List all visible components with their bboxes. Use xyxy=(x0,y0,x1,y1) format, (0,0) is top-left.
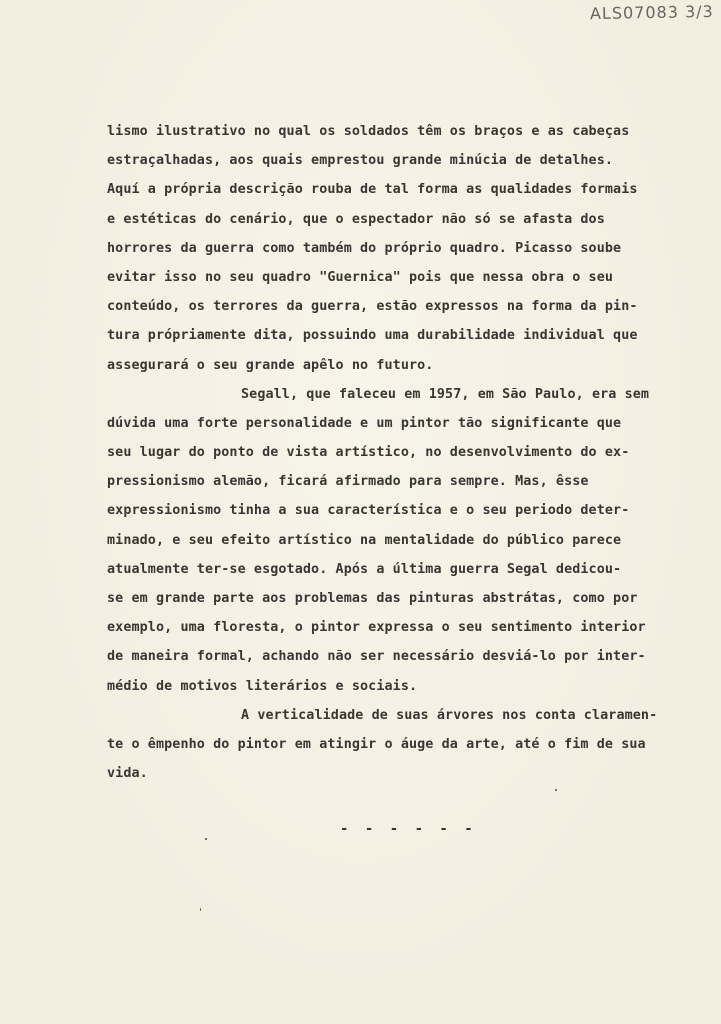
paragraph-start-line: Segall, que faleceu em 1957, em São Paulo, era sem xyxy=(241,386,650,402)
text-line: atualmente ter-se esgotado. Após a última guerra Segal dedicou- xyxy=(107,561,622,577)
text-line: médio de motivos literários e sociais. xyxy=(107,678,418,694)
text-line: conteúdo, os terrores da guerra, estão expressos na forma da pin- xyxy=(107,299,638,315)
paragraph-start-line: A verticalidade de suas árvores nos conta claramen- xyxy=(241,707,658,723)
archive-reference-note: ALS07083 3/3 xyxy=(589,1,714,24)
text-line: se em grande parte aos problemas das pinturas abstrátas, como por xyxy=(107,591,638,606)
text-line: lismo ilustrativo no qual os soldados têm os braços e as cabeças xyxy=(107,124,630,139)
ink-speck xyxy=(205,838,207,840)
text-line: estraçalhadas, aos quais emprestou grande minúcia de detalhes. xyxy=(107,153,614,169)
text-line: tura própriamente dita, possuindo uma durabilidade individual que xyxy=(107,328,638,344)
text-line: evitar isso no seu quadro "Guernica" pois que nessa obra o seu xyxy=(107,269,614,285)
text-line: pressionismo alemão, ficará afirmado para sempre. Mas, êsse xyxy=(107,474,589,490)
text-line: Aquí a própria descrição rouba de tal forma as qualidades formais xyxy=(107,182,638,198)
text-line: vida. xyxy=(107,766,148,782)
text-line: dúvida uma forte personalidade e um pintor tão significante que xyxy=(107,415,622,431)
ink-speck xyxy=(555,789,557,791)
ink-speck xyxy=(200,908,201,911)
text-line: minado, e seu efeito artístico na mentalidade do público parece xyxy=(107,532,622,548)
text-line: exemplo, uma floresta, o pintor expressa o seu sentimento interior xyxy=(107,620,646,636)
text-line: de maneira formal, achando não ser necessário desviá-lo por inter- xyxy=(107,649,646,665)
text-line: seu lugar do ponto de vista artístico, no desenvolvimento do ex- xyxy=(107,445,630,461)
text-line: expressionismo tinha a sua característica e o seu periodo deter- xyxy=(107,503,630,519)
text-line: horrores da guerra como também do próprio quadro. Picasso soube xyxy=(107,240,622,256)
typewritten-body xyxy=(107,117,692,788)
text-line: te o êmpenho do pintor em atingir o áuge da arte, até o fim de sua xyxy=(107,736,646,752)
closing-separator: - - - - - - xyxy=(340,821,477,837)
text-line: assegurará o seu grande apêlo no futuro. xyxy=(107,357,434,373)
text-line: e estéticas do cenário, que o espectador não só se afasta dos xyxy=(107,211,605,227)
